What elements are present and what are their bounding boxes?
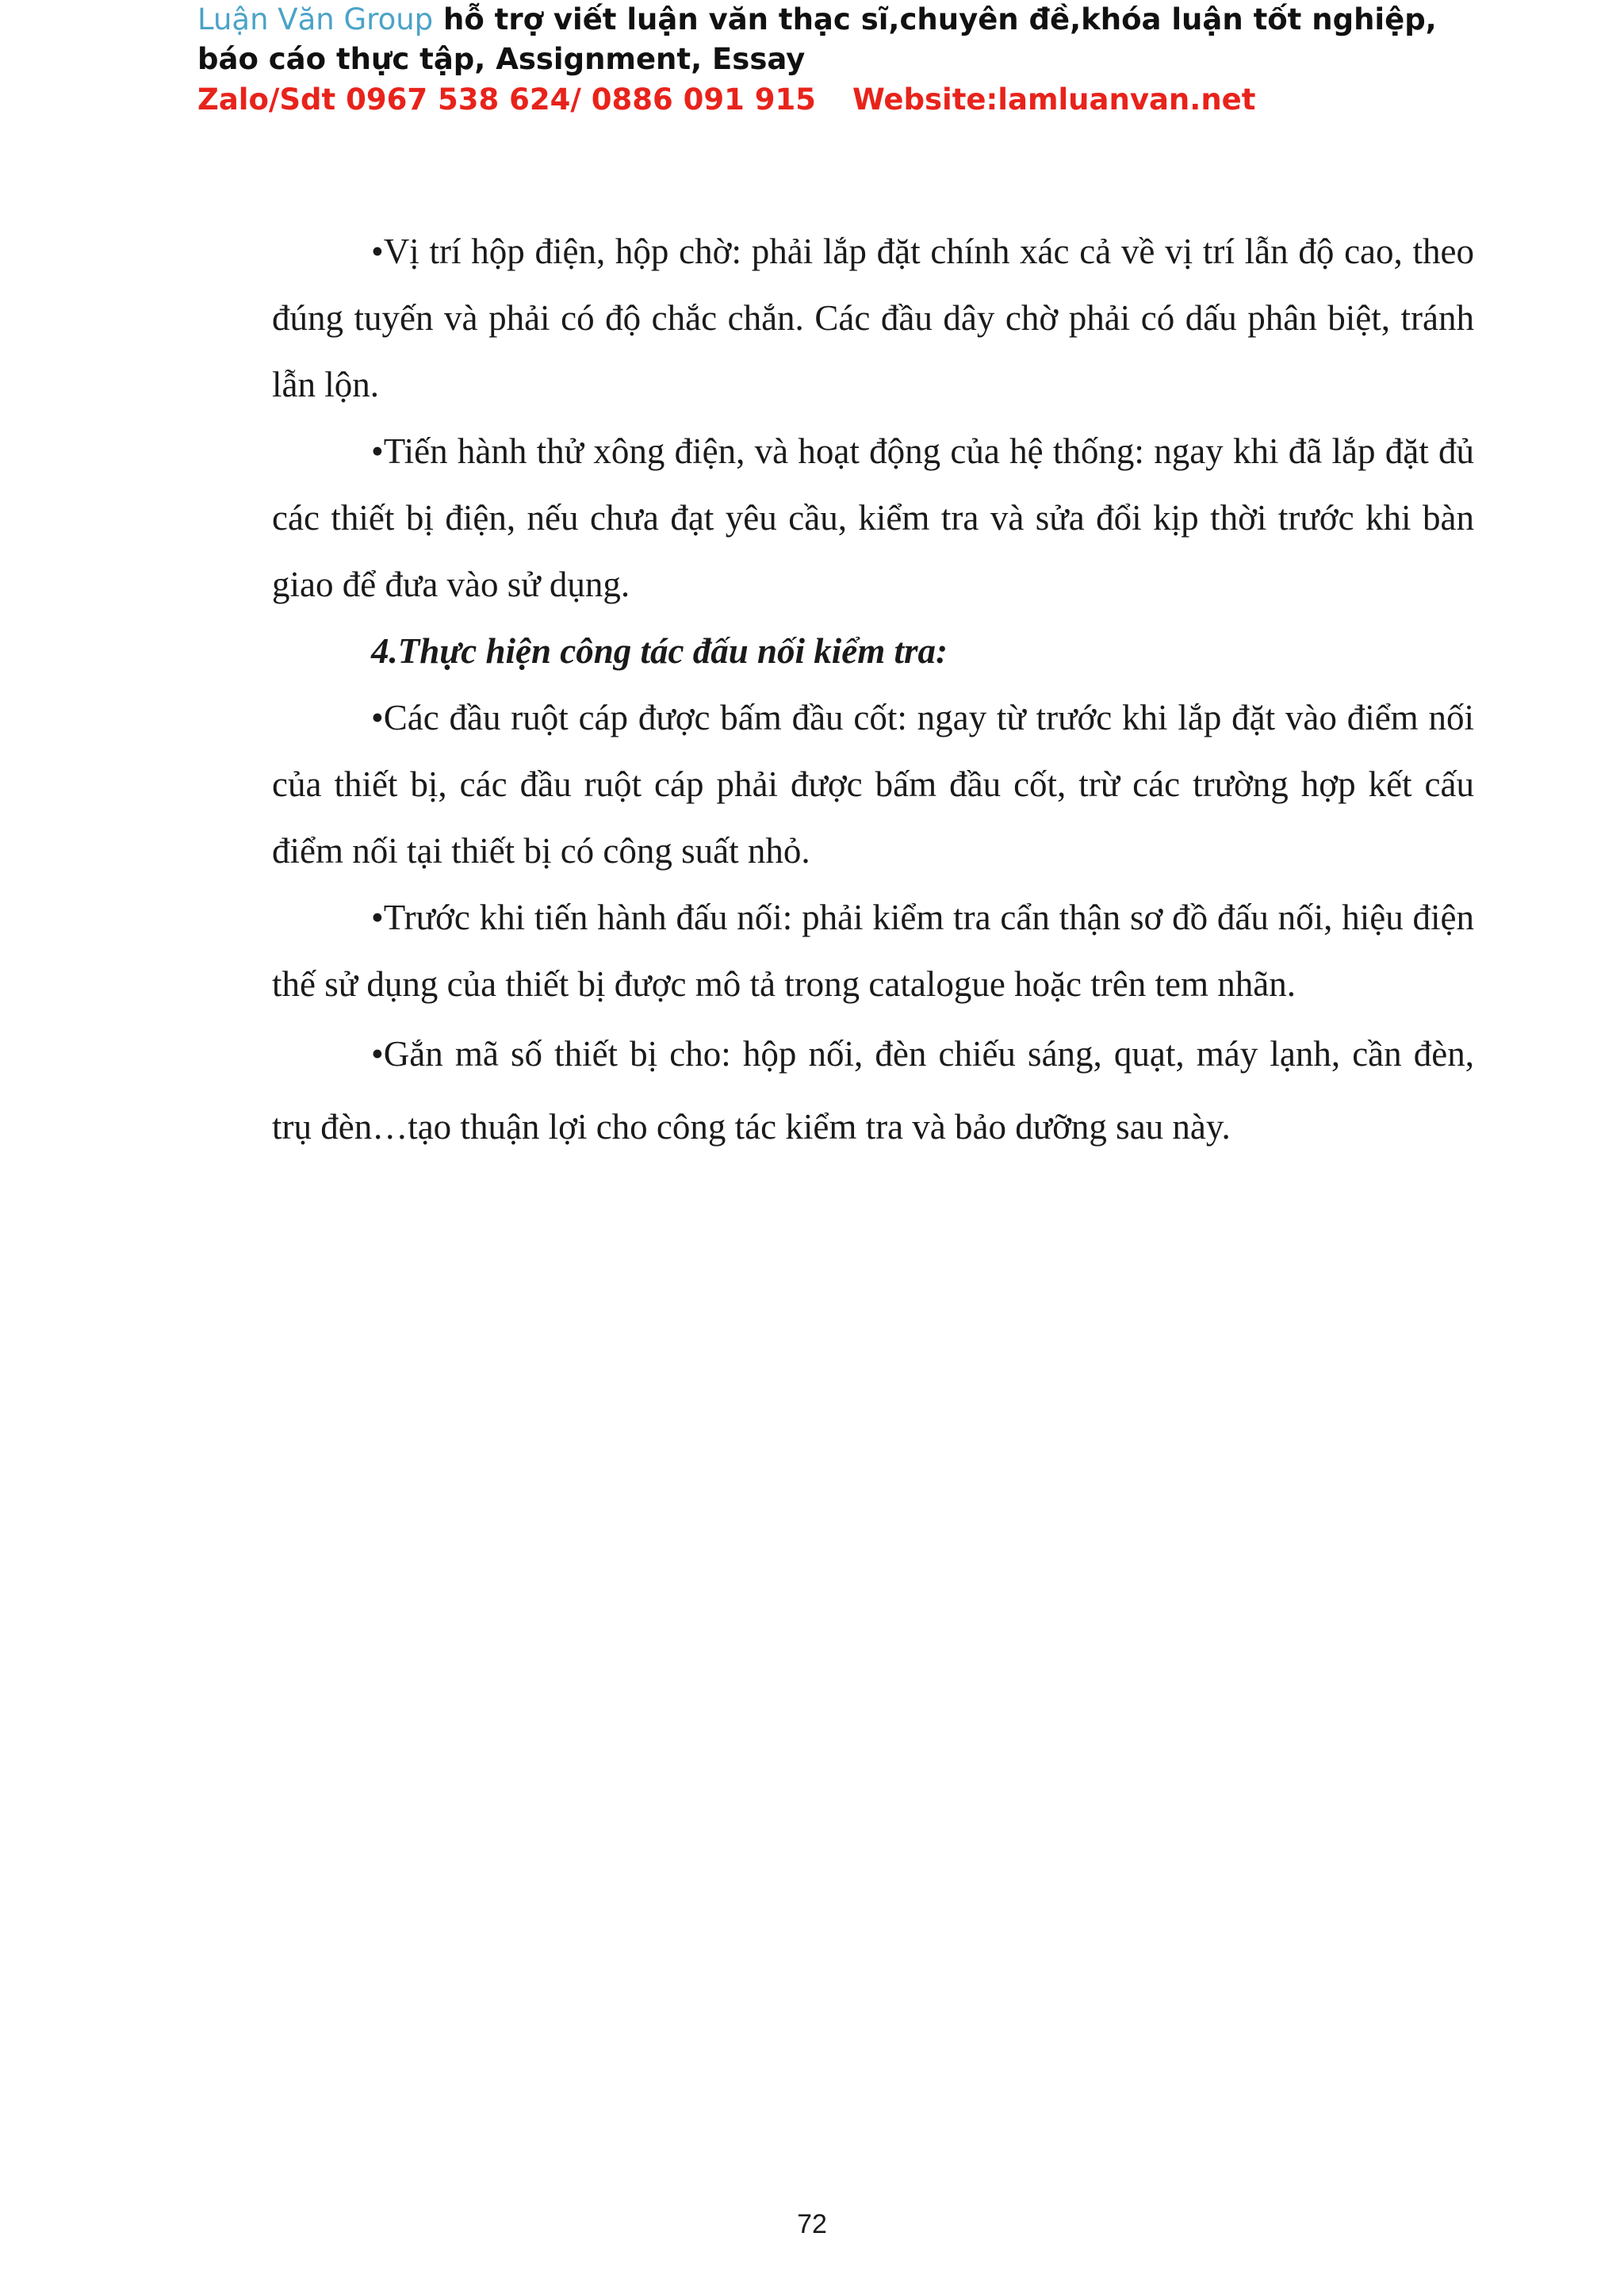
section-heading: 4.Thực hiện công tác đấu nối kiểm tra: [371,631,948,671]
document-header [197,0,1482,120]
header-tagline: hỗ trợ viết luận văn thạc sĩ,chuyên đề,khóa luận tốt nghiệp, báo cáo thực tập, Assignment, Essay [197,2,1437,76]
paragraph-before-connection: •Trước khi tiến hành đấu nối: phải kiểm tra cẩn thận sơ đồ đấu nối, hiệu điện thế sử dụng của thiết bị được mô tả trong catalogue hoặc trên tem nhãn. [272,898,1474,1004]
header-tagline-line [197,0,1482,79]
header-brand: Luận Văn Group [197,2,434,36]
paragraph-power-test: •Tiến hành thử xông điện, và hoạt động của hệ thống: ngay khi đã lắp đặt đủ các thiết bị điện, nếu chưa đạt yêu cầu, kiểm tra và sửa đổi kịp thời trước khi bàn giao để đưa vào sử dụng. [272,431,1474,604]
document-body [272,218,1474,1163]
page-number: 72 [797,2209,827,2239]
paragraph-cable-lugs: •Các đầu ruột cáp được bấm đầu cốt: ngay từ trước khi lắp đặt vào điểm nối của thiết bị, các đầu ruột cáp phải được bấm đầu cốt, trừ các trường hợp kết cấu điểm nối tại thiết bị có công suất nhỏ. [272,698,1474,871]
header-contact-line [197,80,1482,120]
header-contact: Zalo/Sdt 0967 538 624/ 0886 091 915 [197,82,816,117]
paragraph-junction-box: •Vị trí hộp điện, hộp chờ: phải lắp đặt chính xác cả về vị trí lẫn độ cao, theo đúng tuyến và phải có độ chắc chắn. Các đầu dây chờ phải có dấu phân biệt, tránh lẫn lộn. [272,232,1474,404]
header-website: Website:lamluanvan.net [852,82,1256,117]
paragraph-device-codes: •Gắn mã số thiết bị cho: hộp nối, đèn chiếu sáng, quạt, máy lạnh, cần đèn, trụ đèn…tạo thuận lợi cho công tác kiểm tra và bảo dưỡng sau này. [272,1034,1474,1147]
